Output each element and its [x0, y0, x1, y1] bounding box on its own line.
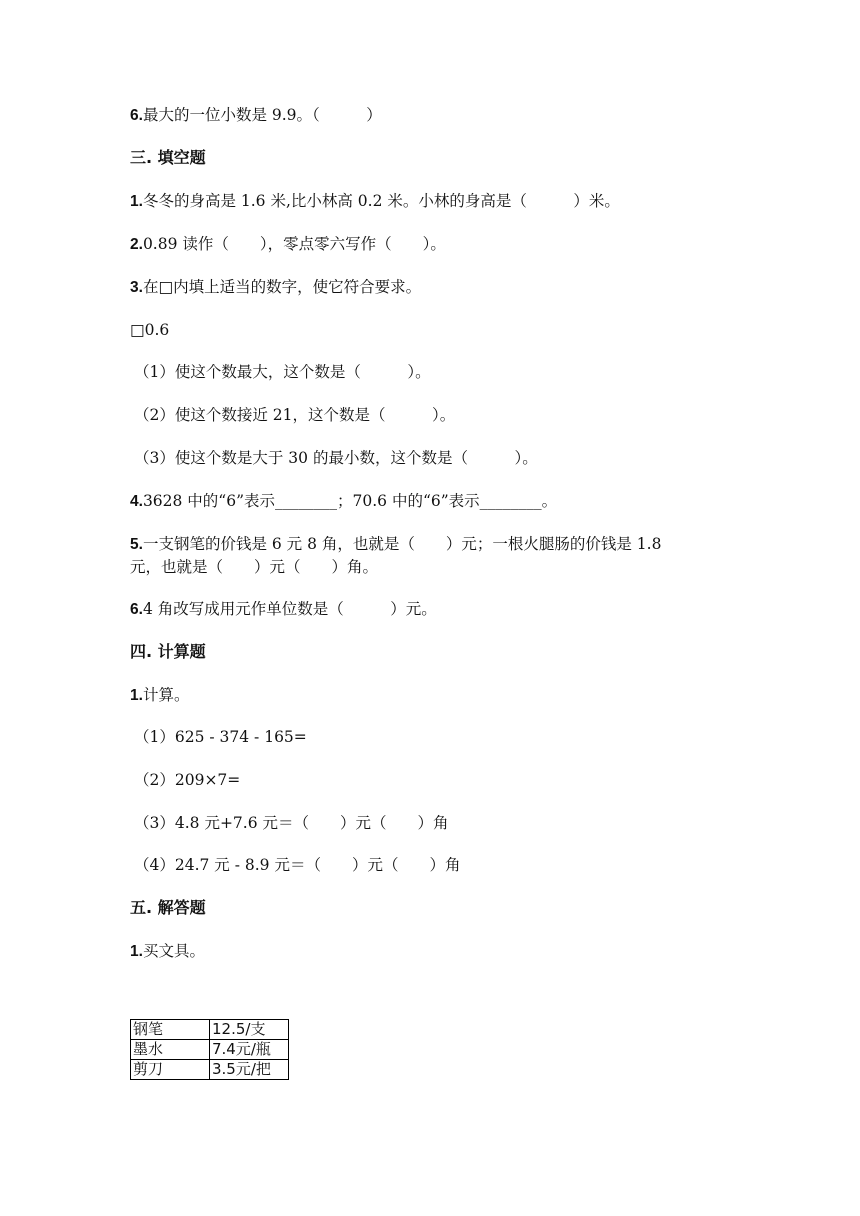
- question-text: 4 角改写成用元作单位数是（ ）元。: [142, 600, 437, 618]
- item-cell: 剪刀: [131, 1060, 210, 1080]
- question-judge-6: [130, 104, 382, 127]
- table-row: [131, 1020, 289, 1040]
- item-cell: 墨水: [131, 1040, 210, 1060]
- calc-sub-4: （4）24.7 元 - 8.9 元＝（ ）元（ ）角: [134, 856, 461, 874]
- price-cell: 12.5/支: [210, 1020, 289, 1040]
- calc-sub-3: （3）4.8 元+7.6 元＝（ ）元（ ）角: [134, 814, 449, 832]
- question-number: 2.: [130, 236, 143, 253]
- question-fill-4: [130, 490, 557, 513]
- question-calc-1: [130, 684, 189, 707]
- question-text: 买文具。: [142, 942, 205, 960]
- item-cell: 钢笔: [131, 1020, 210, 1040]
- question-fill-5: [130, 533, 661, 556]
- question-number: 3.: [130, 279, 143, 296]
- calc-sub-2: （2）209×7=: [134, 771, 241, 789]
- question-fill-3: [130, 276, 421, 299]
- question-number: 4.: [130, 493, 143, 510]
- question-fill-1: [130, 190, 620, 213]
- section-title-answer: 五. 解答题: [130, 898, 206, 917]
- sub-question-2: （2）使这个数接近 21，这个数是（ ）。: [134, 406, 456, 424]
- question-number: 6.: [130, 107, 143, 124]
- calc-sub-1: （1）625 - 374 - 165=: [134, 728, 307, 746]
- section-title-fill-in: 三. 填空题: [130, 148, 206, 167]
- question-number: 1.: [130, 193, 143, 210]
- question-text: 一支钢笔的价钱是 6 元 8 角，也就是（ ）元；一根火腿肠的价钱是 1.8: [142, 535, 662, 553]
- stationery-price-table: [130, 1019, 289, 1080]
- question-text: 在□内填上适当的数字，使它符合要求。: [142, 278, 422, 296]
- section-title-calculation: 四. 计算题: [130, 642, 206, 661]
- question-number: 5.: [130, 536, 143, 553]
- question-number: 6.: [130, 601, 143, 618]
- question-fill-5-continued: 元，也就是（ ）元（ ）角。: [130, 558, 379, 576]
- number-with-blank-box: □0.6: [130, 321, 170, 339]
- question-text: 3628 中的“6”表示________；70.6 中的“6”表示________。: [142, 492, 558, 510]
- question-text: 0.89 读作（ ），零点零六写作（ ）。: [142, 235, 446, 253]
- table-row: [131, 1060, 289, 1080]
- question-text: 计算。: [142, 686, 190, 704]
- price-cell: 3.5元/把: [210, 1060, 289, 1080]
- table-row: [131, 1040, 289, 1060]
- question-fill-6: [130, 598, 437, 621]
- question-fill-2: [130, 233, 446, 256]
- question-text: 冬冬的身高是 1.6 米,比小林高 0.2 米。小林的身高是（ ）米。: [142, 192, 620, 210]
- sub-question-1: （1）使这个数最大，这个数是（ ）。: [134, 363, 431, 381]
- question-answer-1: [130, 940, 205, 963]
- price-cell: 7.4元/瓶: [210, 1040, 289, 1060]
- question-number: 1.: [130, 943, 143, 960]
- sub-question-3: （3）使这个数是大于 30 的最小数，这个数是（ ）。: [134, 449, 538, 467]
- question-number: 1.: [130, 687, 143, 704]
- question-text: 最大的一位小数是 9.9。（ ）: [142, 106, 382, 124]
